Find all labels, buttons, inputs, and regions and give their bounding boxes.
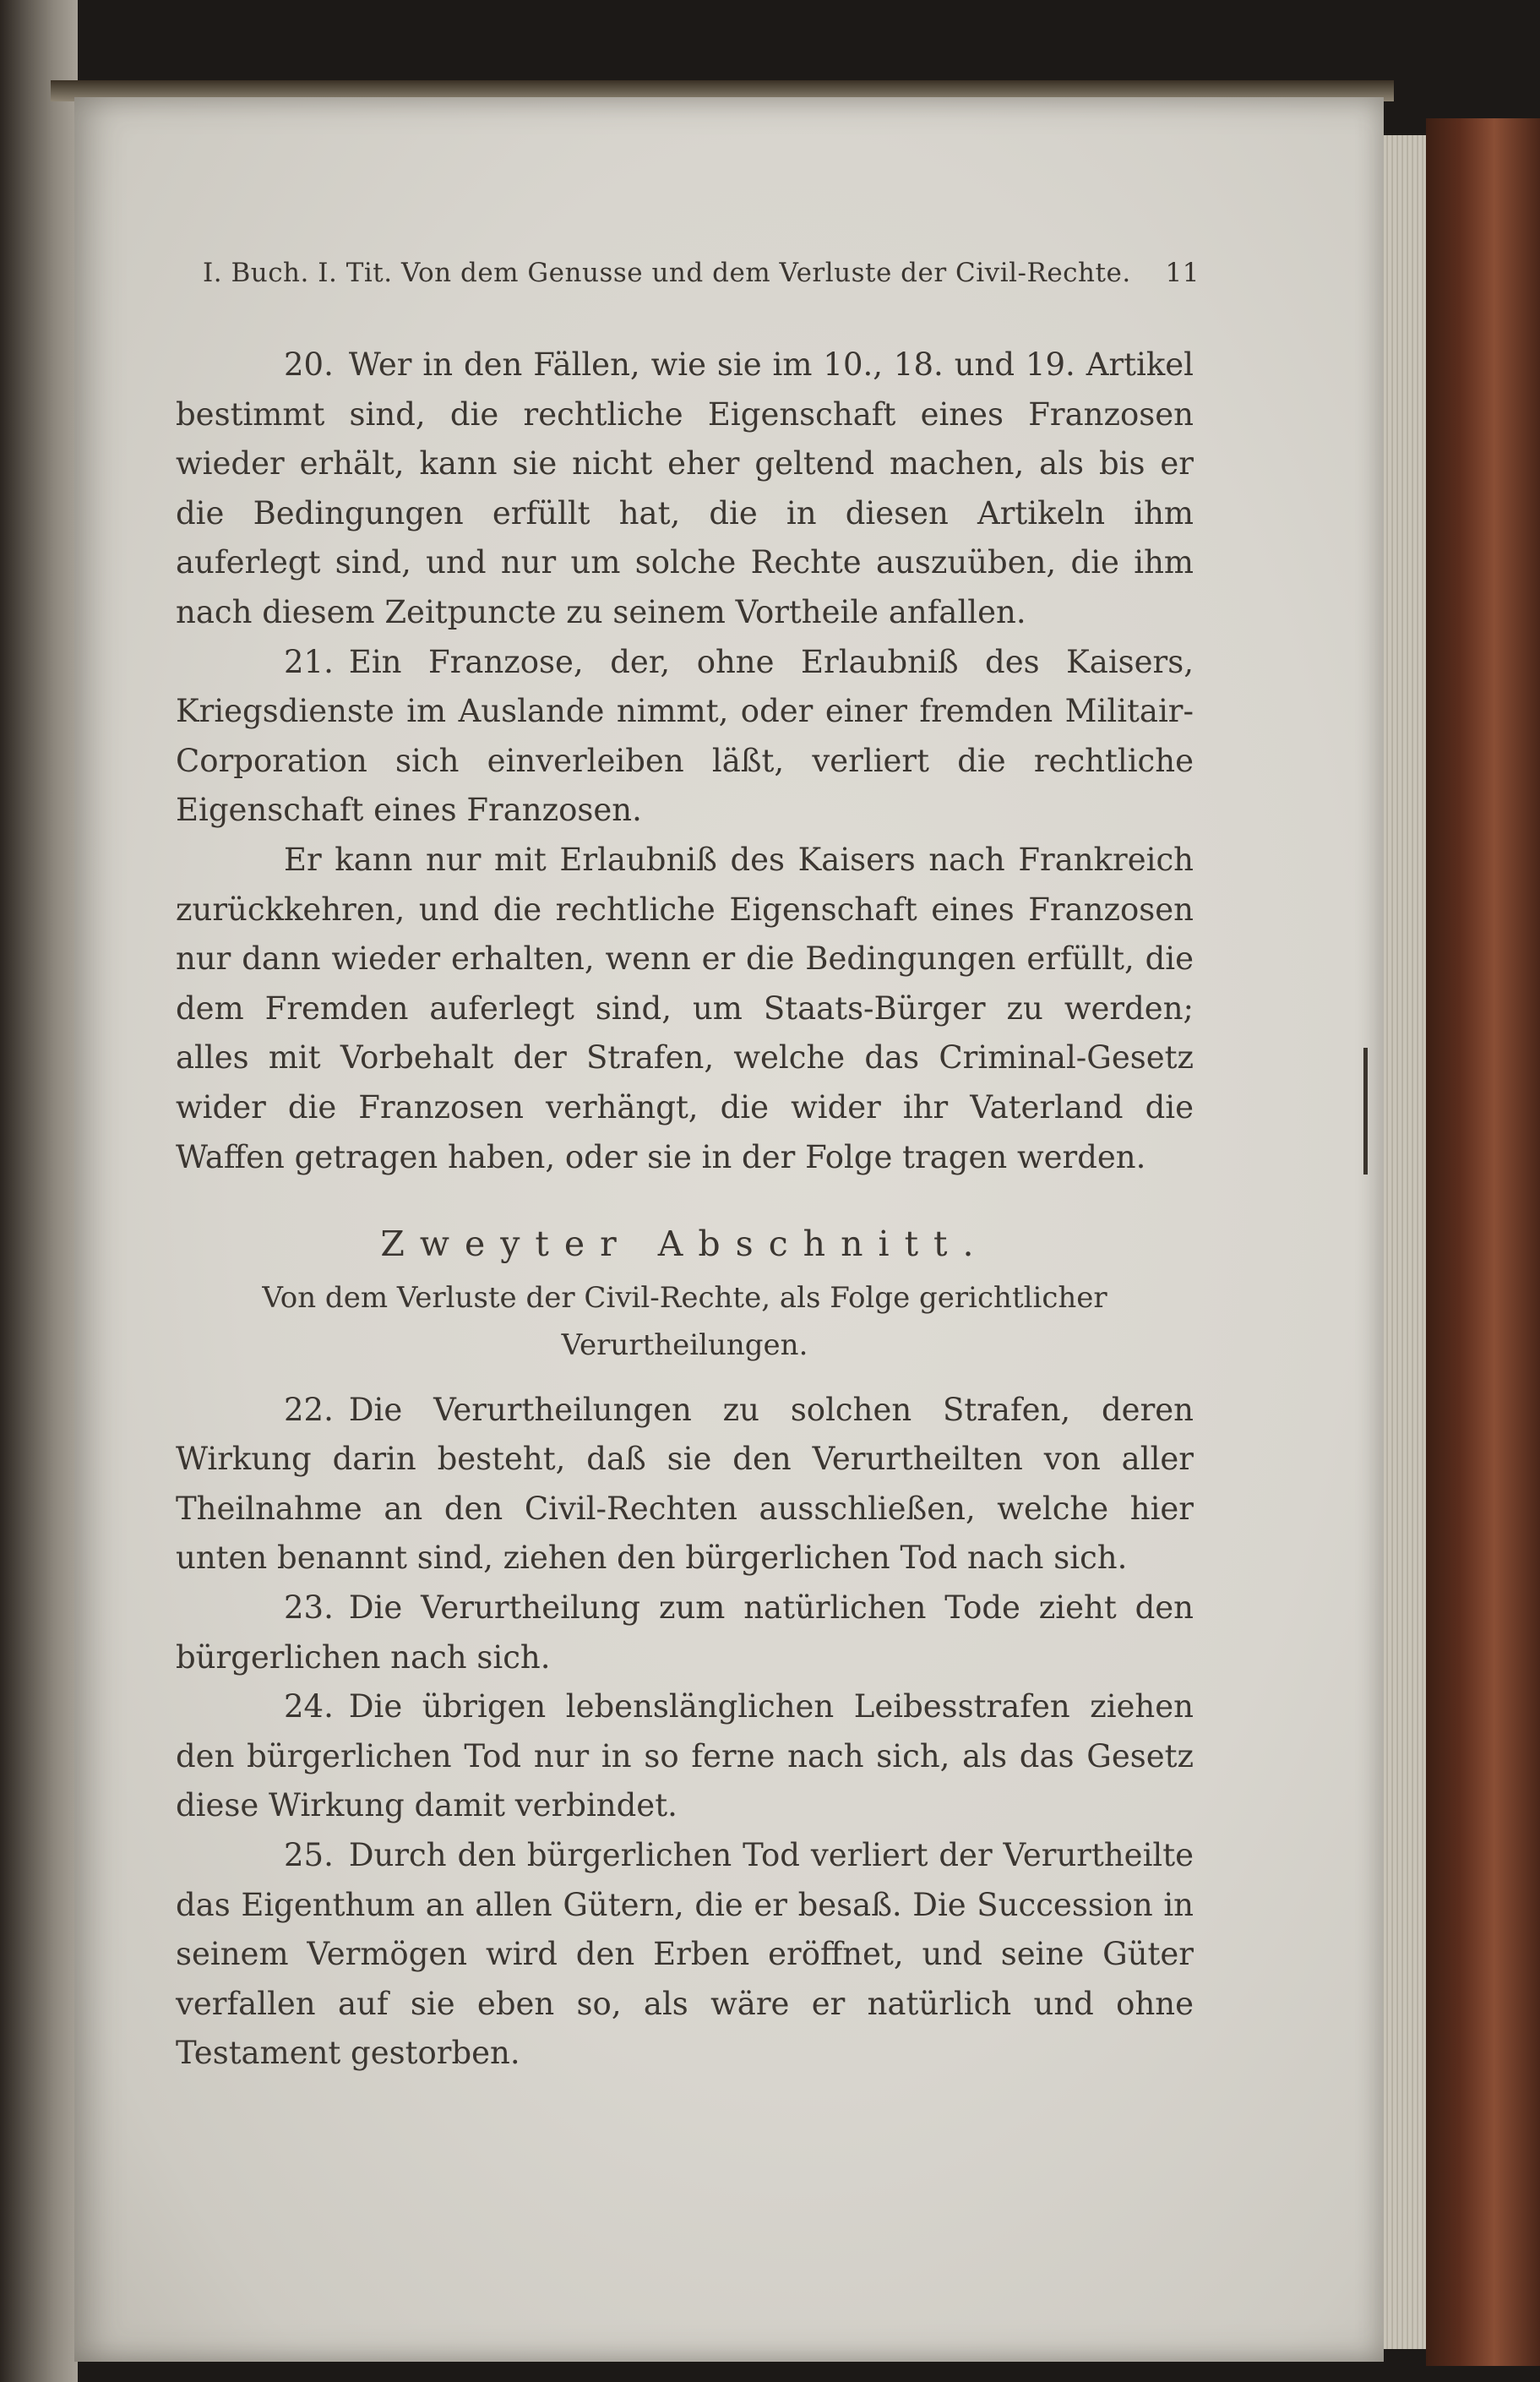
running-title: I. Buch. I. Tit. Von dem Genusse und dem Verluste der Civil-Rechte. — [203, 258, 1131, 288]
book-cover-edge — [1426, 118, 1540, 2366]
article-text: Er kann nur mit Erlaubniß des Kaisers nach Frankreich zurückkehren, und die rechtliche Eigenschaft eines Franzosen nur dann wieder erhalten, wenn er die Bedingungen erfüllt, die dem Fremden auferlegt sind, um Staats-Bürger zu werden; alles mit Vorbehalt der Strafen, welche das Criminal-Gesetz wider die Franzosen verhängt, die wider ihr Vaterland die Waffen getragen haben, oder sie in der Folge tragen werden. — [176, 841, 1194, 1175]
article-number: 22. — [284, 1391, 334, 1428]
article-text: Die Verurtheilung zum natürlichen Tode zieht den bürgerlichen nach sich. — [176, 1589, 1194, 1676]
article-number: 20. — [284, 346, 334, 383]
article-number: 23. — [284, 1589, 334, 1627]
page-stack-edge — [1384, 135, 1426, 2349]
article-text: Die Verurtheilungen zu solchen Strafen, deren Wirkung darin besteht, daß sie den Verurtheilten von aller Theilnahme an den Civil-Rechten ausschließen, welche hier unten benannt sind, ziehen den bürgerlichen Tod nach sich. — [176, 1391, 1194, 1577]
page-number: 11 — [1165, 258, 1200, 288]
article-21-continued — [176, 836, 1194, 1182]
running-header — [203, 258, 1200, 298]
article-number: 24. — [284, 1688, 334, 1725]
article-21 — [176, 638, 1194, 836]
article-24 — [176, 1682, 1194, 1831]
page-edge-mark — [1363, 1048, 1368, 1175]
article-number: 25. — [284, 1837, 334, 1874]
article-25 — [176, 1831, 1194, 2079]
section-heading: Zweyter Abschnitt. — [380, 1224, 989, 1265]
article-number: 21. — [284, 643, 334, 680]
facing-page-edge — [0, 0, 78, 2382]
article-text: Die übrigen lebenslänglichen Leibesstrafen ziehen den bürgerlichen Tod nur in so ferne nach sich, als das Gesetz diese Wirkung damit verbindet. — [176, 1688, 1194, 1824]
article-20 — [176, 341, 1194, 638]
article-22 — [176, 1386, 1194, 1583]
article-text: Ein Franzose, der, ohne Erlaubniß des Kaisers, Kriegsdienste im Auslande nimmt, oder einer fremden Militair-Corporation sich einverleiben läßt, verliert die rechtliche Eigenschaft eines Franzosen. — [176, 643, 1194, 829]
section-subheading: Von dem Verluste der Civil-Rechte, als Folge gerichtlicher Verurtheilungen. — [262, 1280, 1107, 1362]
article-text: Durch den bürgerlichen Tod verliert der Verurtheilte das Eigenthum an allen Gütern, die er besaß. Die Succession in seinem Vermögen wird den Erben eröffnet, und seine Güter verfallen auf sie eben so, als wäre er natürlich und ohne Testament gestorben. — [176, 1837, 1194, 2072]
article-23 — [176, 1583, 1194, 1682]
body-text — [176, 341, 1194, 2079]
article-text: Wer in den Fällen, wie sie im 10., 18. und 19. Artikel bestimmt sind, die rechtliche Eigenschaft eines Franzosen wieder erhält, kann sie nicht eher geltend machen, als bis er die Bedingungen erfüllt hat, die in diesen Artikeln ihm auferlegt sind, und nur um solche Rechte auszuüben, die ihm nach diesem Zeitpuncte zu seinem Vortheile anfallen. — [176, 346, 1194, 630]
